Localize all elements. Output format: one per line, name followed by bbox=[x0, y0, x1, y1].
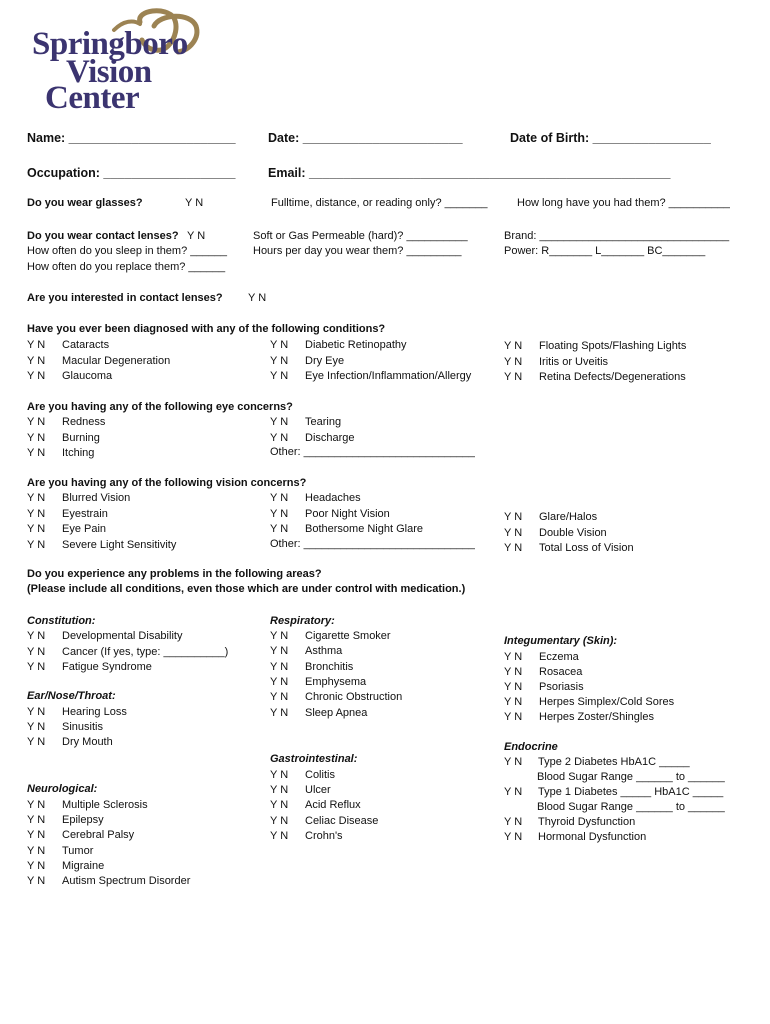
eye-concern-yn[interactable]: Y N bbox=[27, 447, 46, 459]
ent-yn[interactable]: Y N bbox=[27, 721, 46, 733]
contacts-replace-field[interactable]: How often do you replace them? ______ bbox=[27, 261, 226, 273]
respiratory-label: Cigarette Smoker bbox=[305, 630, 391, 642]
endocrine-title: Endocrine bbox=[504, 741, 558, 753]
respiratory-label: Sleep Apnea bbox=[305, 707, 368, 719]
respiratory-yn[interactable]: Y N bbox=[270, 707, 289, 719]
contacts-interest-yn[interactable]: Y N bbox=[248, 292, 267, 304]
gastro-yn[interactable]: Y N bbox=[270, 799, 289, 811]
integ-yn[interactable]: Y N bbox=[504, 711, 523, 723]
vision-concern-yn[interactable]: Y N bbox=[504, 511, 523, 523]
problems-title: Do you experience any problems in the following areas? bbox=[27, 568, 322, 580]
respiratory-yn[interactable]: Y N bbox=[270, 630, 289, 642]
gastro-label: Crohn's bbox=[305, 830, 343, 842]
gastro-title: Gastrointestinal: bbox=[270, 753, 358, 765]
condition-label: Floating Spots/Flashing Lights bbox=[539, 340, 687, 352]
logo-line-2: Vision bbox=[66, 54, 152, 90]
ent-label: Dry Mouth bbox=[62, 736, 113, 748]
endocrine-t2-yn[interactable]: Y N bbox=[504, 756, 523, 768]
neuro-label: Cerebral Palsy bbox=[62, 829, 135, 841]
condition-yn[interactable]: Y N bbox=[27, 370, 46, 382]
vision-concern-yn[interactable]: Y N bbox=[27, 492, 46, 504]
contacts-interest-question: Are you interested in contact lenses? bbox=[27, 292, 223, 304]
eye-concern-label: Tearing bbox=[305, 416, 342, 428]
eye-concern-yn[interactable]: Y N bbox=[270, 416, 289, 428]
vision-concern-yn[interactable]: Y N bbox=[27, 523, 46, 535]
constitution-label: Fatigue Syndrome bbox=[62, 661, 152, 673]
gastro-yn[interactable]: Y N bbox=[270, 830, 289, 842]
integ-label: Psoriasis bbox=[539, 681, 584, 693]
vision-concern-label: Glare/Halos bbox=[539, 511, 598, 523]
vision-concern-label: Severe Light Sensitivity bbox=[62, 539, 177, 551]
ent-yn[interactable]: Y N bbox=[27, 736, 46, 748]
constitution-label: Cancer (If yes, type: __________) bbox=[62, 646, 229, 658]
contacts-brand-field[interactable]: Brand: _______________________________ bbox=[504, 230, 730, 242]
endocrine-t2-range-field[interactable]: Blood Sugar Range ______ to ______ bbox=[537, 771, 725, 783]
integ-label: Herpes Simplex/Cold Sores bbox=[539, 696, 675, 708]
vision-concern-yn[interactable]: Y N bbox=[504, 542, 523, 554]
condition-label: Eye Infection/Inflammation/Allergy bbox=[305, 370, 472, 382]
gastro-label: Celiac Disease bbox=[305, 815, 379, 827]
vision-concern-yn[interactable]: Y N bbox=[27, 539, 46, 551]
ent-label: Sinusitis bbox=[62, 721, 103, 733]
vision-concern-label: Double Vision bbox=[539, 527, 607, 539]
integ-label: Herpes Zoster/Shingles bbox=[539, 711, 654, 723]
respiratory-label: Chronic Obstruction bbox=[305, 691, 403, 703]
eye-concern-yn[interactable]: Y N bbox=[270, 432, 289, 444]
eye-concern-label: Burning bbox=[62, 432, 100, 444]
vision-concern-yn[interactable]: Y N bbox=[27, 508, 46, 520]
neuro-label: Tumor bbox=[62, 845, 94, 857]
integ-yn[interactable]: Y N bbox=[504, 696, 523, 708]
endocrine-t1-range-field[interactable]: Blood Sugar Range ______ to ______ bbox=[537, 801, 725, 813]
gastro-label: Colitis bbox=[305, 769, 335, 781]
glasses-use-field[interactable]: Fulltime, distance, or reading only? _______ bbox=[271, 197, 488, 209]
eye-concerns-other-field[interactable]: Other: ____________________________ bbox=[270, 446, 475, 458]
integ-yn[interactable]: Y N bbox=[504, 681, 523, 693]
condition-yn[interactable]: Y N bbox=[504, 371, 523, 383]
glasses-yn[interactable]: Y N bbox=[185, 197, 204, 209]
constitution-yn[interactable]: Y N bbox=[27, 630, 46, 642]
gastro-yn[interactable]: Y N bbox=[270, 815, 289, 827]
condition-label: Dry Eye bbox=[305, 355, 345, 367]
neuro-label: Epilepsy bbox=[62, 814, 104, 826]
gastro-yn[interactable]: Y N bbox=[270, 769, 289, 781]
contacts-question: Do you wear contact lenses? bbox=[27, 230, 179, 242]
neuro-label: Autism Spectrum Disorder bbox=[62, 875, 191, 887]
vision-concern-yn[interactable]: Y N bbox=[504, 527, 523, 539]
ent-title: Ear/Nose/Throat: bbox=[27, 690, 116, 702]
neuro-yn[interactable]: Y N bbox=[27, 875, 46, 887]
constitution-yn[interactable]: Y N bbox=[27, 661, 46, 673]
condition-label: Cataracts bbox=[62, 339, 110, 351]
name-field[interactable]: Name: ________________________ bbox=[27, 131, 236, 145]
ent-label: Hearing Loss bbox=[62, 706, 127, 718]
eye-concerns-title: Are you having any of the following eye concerns? bbox=[27, 401, 293, 413]
integ-title: Integumentary (Skin): bbox=[504, 635, 618, 647]
endocrine-thyroid-label: Thyroid Dysfunction bbox=[538, 816, 636, 828]
gastro-yn[interactable]: Y N bbox=[270, 784, 289, 796]
logo-line-3: Center bbox=[45, 80, 140, 116]
contacts-hours-field[interactable]: Hours per day you wear them? _________ bbox=[253, 245, 462, 257]
eye-concern-label: Redness bbox=[62, 416, 106, 428]
eye-concern-label: Discharge bbox=[305, 432, 355, 444]
neuro-yn[interactable]: Y N bbox=[27, 829, 46, 841]
neuro-yn[interactable]: Y N bbox=[27, 845, 46, 857]
glasses-question: Do you wear glasses? bbox=[27, 197, 143, 209]
vision-concern-label: Blurred Vision bbox=[62, 492, 131, 504]
contacts-yn[interactable]: Y N bbox=[187, 230, 206, 242]
condition-label: Diabetic Retinopathy bbox=[305, 339, 407, 351]
endocrine-hormonal-yn[interactable]: Y N bbox=[504, 831, 523, 843]
integ-label: Rosacea bbox=[539, 666, 583, 678]
contacts-power-field[interactable]: Power: R_______ L_______ BC_______ bbox=[504, 245, 706, 257]
respiratory-yn[interactable]: Y N bbox=[270, 691, 289, 703]
constitution-title: Constitution: bbox=[27, 615, 96, 627]
integ-yn[interactable]: Y N bbox=[504, 651, 523, 663]
neuro-yn[interactable]: Y N bbox=[27, 860, 46, 872]
condition-label: Retina Defects/Degenerations bbox=[539, 371, 686, 383]
vision-concerns-other-field[interactable]: Other: ____________________________ bbox=[270, 538, 475, 550]
neuro-label: Multiple Sclerosis bbox=[62, 799, 148, 811]
contacts-sleep-field[interactable]: How often do you sleep in them? ______ bbox=[27, 245, 227, 257]
logo-line-1: Springboro bbox=[32, 26, 188, 62]
condition-yn[interactable]: Y N bbox=[504, 340, 523, 352]
respiratory-yn[interactable]: Y N bbox=[270, 645, 289, 657]
respiratory-label: Asthma bbox=[305, 645, 343, 657]
respiratory-title: Respiratory: bbox=[270, 615, 335, 627]
ent-yn[interactable]: Y N bbox=[27, 706, 46, 718]
vision-concern-yn[interactable]: Y N bbox=[270, 508, 289, 520]
neuro-title: Neurological: bbox=[27, 783, 98, 795]
vision-concern-label: Total Loss of Vision bbox=[539, 542, 634, 554]
condition-yn[interactable]: Y N bbox=[27, 355, 46, 367]
eye-concern-yn[interactable]: Y N bbox=[27, 416, 46, 428]
vision-concerns-title: Are you having any of the following vision concerns? bbox=[27, 477, 307, 489]
date-field[interactable]: Date: _______________________ bbox=[268, 131, 463, 145]
condition-yn[interactable]: Y N bbox=[27, 339, 46, 351]
integ-yn[interactable]: Y N bbox=[504, 666, 523, 678]
condition-yn[interactable]: Y N bbox=[270, 339, 289, 351]
condition-label: Glaucoma bbox=[62, 370, 113, 382]
vision-concern-yn[interactable]: Y N bbox=[270, 523, 289, 535]
endocrine-t1-yn[interactable]: Y N bbox=[504, 786, 523, 798]
vision-concern-label: Eye Pain bbox=[62, 523, 107, 535]
endocrine-hormonal-label: Hormonal Dysfunction bbox=[538, 831, 647, 843]
gastro-label: Acid Reflux bbox=[305, 799, 361, 811]
conditions-title: Have you ever been diagnosed with any of the following conditions? bbox=[27, 323, 386, 335]
vision-concern-label: Headaches bbox=[305, 492, 361, 504]
respiratory-yn[interactable]: Y N bbox=[270, 661, 289, 673]
email-field[interactable]: Email: ____________________________________________________ bbox=[268, 166, 671, 180]
neuro-yn[interactable]: Y N bbox=[27, 814, 46, 826]
condition-yn[interactable]: Y N bbox=[504, 356, 523, 368]
respiratory-yn[interactable]: Y N bbox=[270, 676, 289, 688]
constitution-label: Developmental Disability bbox=[62, 630, 183, 642]
endocrine-thyroid-yn[interactable]: Y N bbox=[504, 816, 523, 828]
gastro-label: Ulcer bbox=[305, 784, 331, 796]
vision-concern-label: Poor Night Vision bbox=[305, 508, 390, 520]
problems-subtitle: (Please include all conditions, even those which are under control with medication.) bbox=[27, 583, 466, 595]
endocrine-t1-field[interactable]: Type 1 Diabetes _____ HbA1C _____ bbox=[538, 786, 724, 798]
condition-yn[interactable]: Y N bbox=[270, 355, 289, 367]
vision-concern-label: Bothersome Night Glare bbox=[305, 523, 423, 535]
neuro-yn[interactable]: Y N bbox=[27, 799, 46, 811]
eye-concern-label: Itching bbox=[62, 447, 95, 459]
integ-label: Eczema bbox=[539, 651, 579, 663]
eye-concern-yn[interactable]: Y N bbox=[27, 432, 46, 444]
glasses-howlong-field[interactable]: How long have you had them? __________ bbox=[517, 197, 730, 209]
neuro-label: Migraine bbox=[62, 860, 105, 872]
endocrine-t2-field[interactable]: Type 2 Diabetes HbA1C _____ bbox=[538, 756, 690, 768]
respiratory-label: Bronchitis bbox=[305, 661, 354, 673]
condition-label: Iritis or Uveitis bbox=[539, 356, 609, 368]
condition-yn[interactable]: Y N bbox=[270, 370, 289, 382]
vision-concern-label: Eyestrain bbox=[62, 508, 108, 520]
vision-concern-yn[interactable]: Y N bbox=[270, 492, 289, 504]
contacts-type-field[interactable]: Soft or Gas Permeable (hard)? __________ bbox=[253, 230, 468, 242]
occupation-field[interactable]: Occupation: ___________________ bbox=[27, 166, 236, 180]
condition-label: Macular Degeneration bbox=[62, 355, 171, 367]
respiratory-label: Emphysema bbox=[305, 676, 367, 688]
constitution-yn[interactable]: Y N bbox=[27, 646, 46, 658]
dob-field[interactable]: Date of Birth: _________________ bbox=[510, 131, 711, 145]
springboro-vision-logo bbox=[28, 8, 208, 114]
